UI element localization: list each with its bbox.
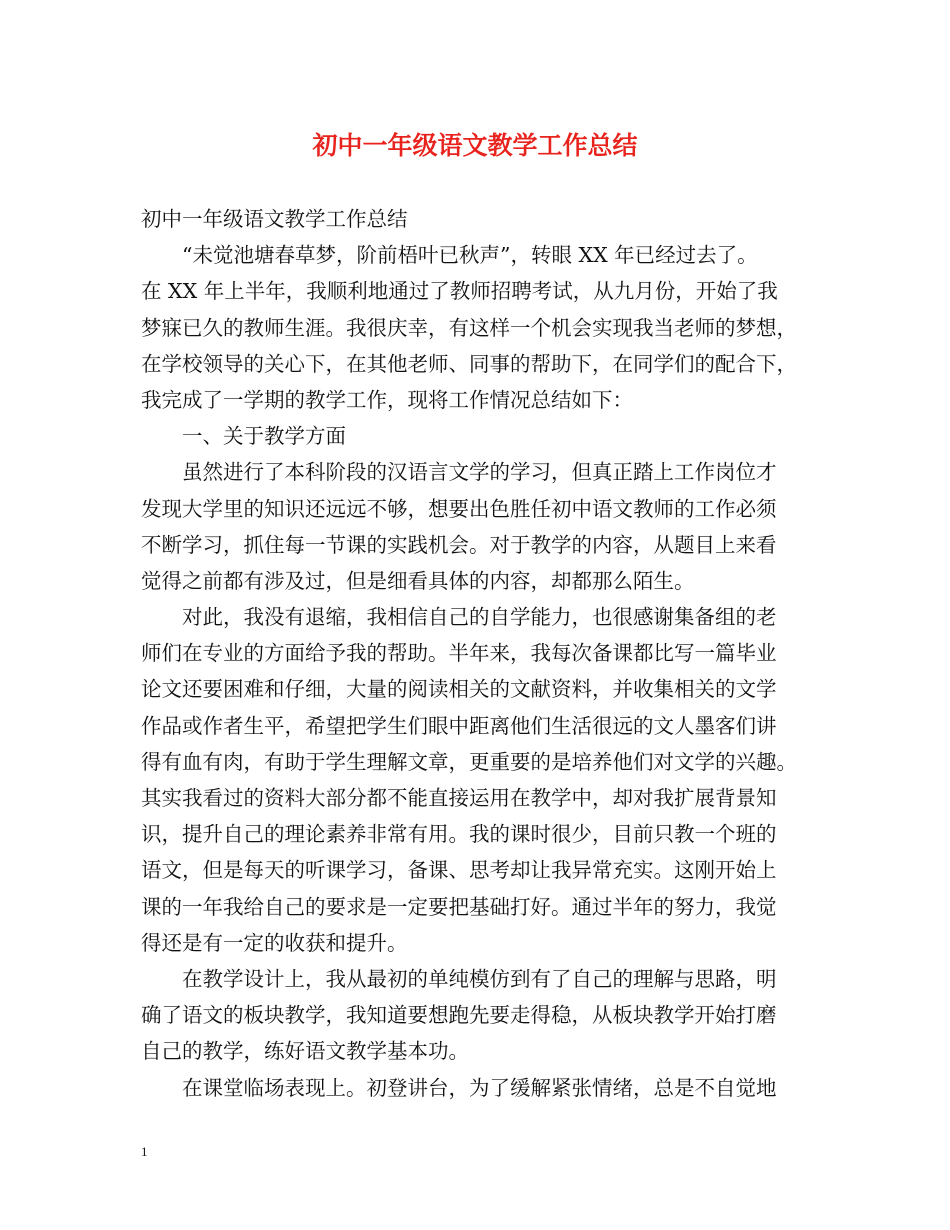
text-line: 在教学设计上，我从最初的单纯模仿到有了自己的理解与思路，明 bbox=[182, 966, 777, 991]
text-line: 发现大学里的知识还远远不够，想要出色胜任初中语文教师的工作必须 bbox=[141, 496, 777, 521]
text-line: 对此，我没有退缩，我相信自己的自学能力，也很感谢集备组的老 bbox=[182, 605, 777, 630]
text-line: 作品或作者生平，希望把学生们眼中距离他们生活很远的文人墨客们讲 bbox=[141, 713, 777, 738]
text-line: “未觉池塘春草梦，阶前梧叶已秋声”，转眼 XX 年已经过去了。 bbox=[182, 243, 758, 268]
page-title: 初中一年级语文教学工作总结 bbox=[312, 131, 638, 160]
text-line: 梦寐已久的教师生涯。我很庆幸，有这样一个机会实现我当老师的梦想， bbox=[141, 315, 797, 340]
text-line: 得还是有一定的收获和提升。 bbox=[141, 930, 408, 955]
text-line: 一、关于教学方面 bbox=[182, 424, 346, 449]
text-line: 我完成了一学期的教学工作，现将工作情况总结如下： bbox=[141, 387, 633, 412]
text-line: 其实我看过的资料大部分都不能直接运用在教学中，却对我扩展背景知 bbox=[141, 786, 777, 810]
text-line: 自己的教学，练好语文教学基本功。 bbox=[141, 1039, 469, 1064]
document-body bbox=[141, 201, 826, 1106]
text-line: 在课堂临场表现上。初登讲台，为了缓解紧张情绪，总是不自觉地 bbox=[182, 1075, 777, 1100]
text-line: 论文还要困难和仔细，大量的阅读相关的文献资料，并收集相关的文学 bbox=[141, 677, 777, 702]
text-line: 语文，但是每天的听课学习，备课、思考却让我异常充实。这刚开始上 bbox=[141, 858, 777, 883]
text-line: 课的一年我给自己的要求是一定要把基础打好。通过半年的努力，我觉 bbox=[141, 894, 777, 919]
text-line: 初中一年级语文教学工作总结 bbox=[141, 207, 408, 231]
text-line: 觉得之前都有涉及过，但是细看具体的内容，却都那么陌生。 bbox=[141, 568, 695, 593]
text-line: 师们在专业的方面给予我的帮助。半年来，我每次备课都比写一篇毕业 bbox=[141, 641, 777, 666]
text-line: 得有血有肉，有助于学生理解文章，更重要的是培养他们对文学的兴趣。 bbox=[141, 749, 797, 774]
text-line: 虽然进行了本科阶段的汉语言文学的学习，但真正踏上工作岗位才 bbox=[182, 460, 777, 485]
text-line: 在 XX 年上半年，我顺利地通过了教师招聘考试，从九月份，开始了我 bbox=[141, 279, 778, 304]
text-line: 不断学习，抓住每一节课的实践机会。对于教学的内容，从题目上来看 bbox=[141, 532, 777, 557]
page-number: 1 bbox=[141, 1144, 148, 1159]
text-line: 确了语文的板块教学，我知道要想跑先要走得稳，从板块教学开始打磨 bbox=[141, 1003, 777, 1028]
text-line: 识，提升自己的理论素养非常有用。我的课时很少，目前只教一个班的 bbox=[141, 822, 777, 847]
text-line: 在学校领导的关心下，在其他老师、同事的帮助下，在同学们的配合下， bbox=[141, 351, 797, 376]
